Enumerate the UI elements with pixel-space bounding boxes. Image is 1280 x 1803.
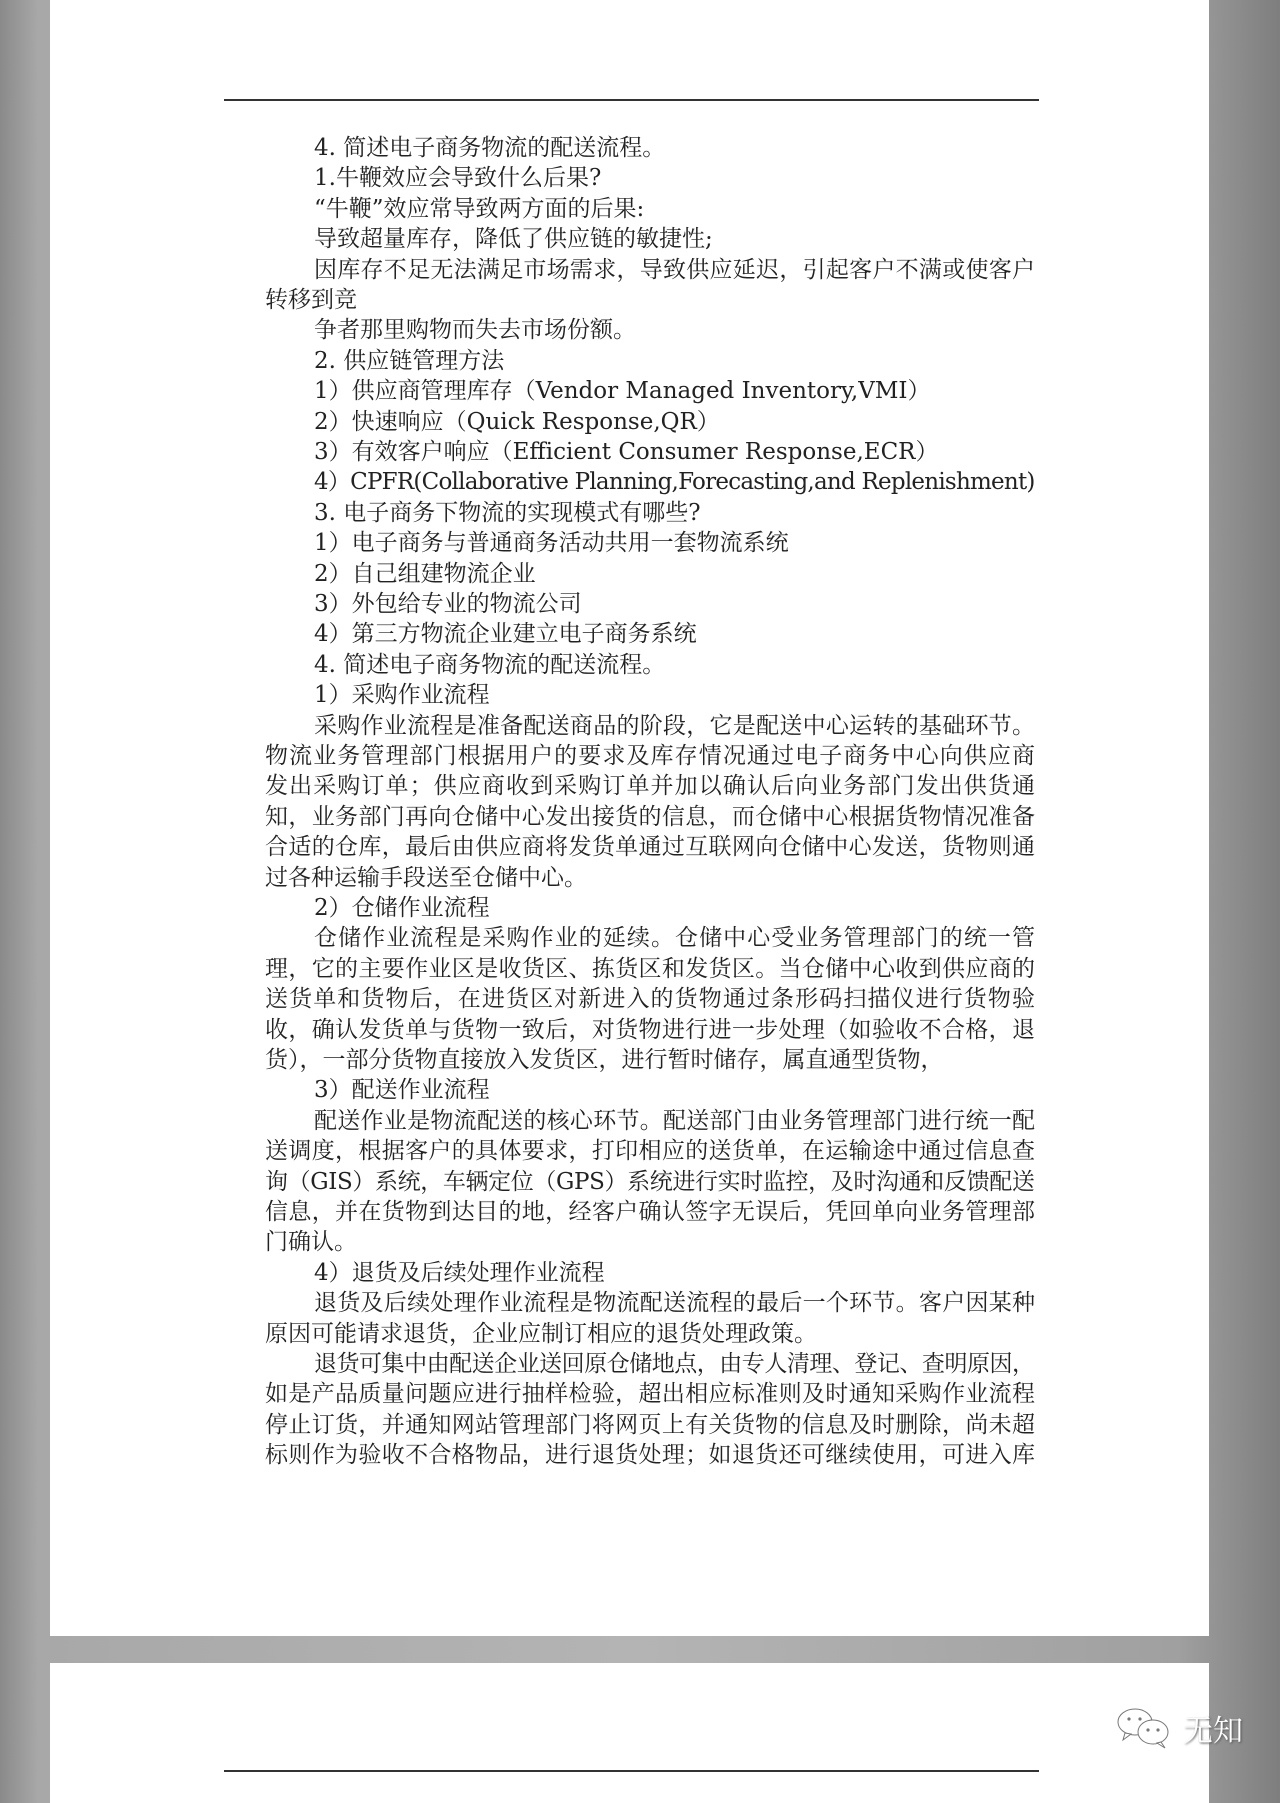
- text-line: 2）仓储作业流程: [314, 895, 490, 921]
- text-line: 1.牛鞭效应会导致什么后果?: [314, 165, 602, 192]
- next-document-page: [50, 1663, 1209, 1803]
- text-line: 仓储作业流程是采购作业的延续。仓储中心受业务管理部门的统一管: [314, 925, 1037, 952]
- text-line: 1）供应商管理库存（Vendor Managed Inventory,VMI）: [314, 378, 931, 405]
- text-line: 转移到竞: [265, 287, 357, 313]
- text-line: 3）配送作业流程: [314, 1077, 490, 1104]
- text-line: 停止订货，并通知网站管理部门将网页上有关货物的信息及时删除，尚未超: [265, 1411, 1036, 1438]
- text-line: 收，确认发货单与货物一致后，对货物进行进一步处理（如验收不合格，退: [265, 1016, 1036, 1043]
- text-line: 1）采购作业流程: [314, 682, 490, 709]
- text-line: 3）外包给专业的物流公司: [314, 591, 582, 617]
- text-line: 2）自己组建物流企业: [314, 560, 536, 587]
- text-line: 4. 简述电子商务物流的配送流程。: [314, 651, 666, 678]
- text-line: 4）退货及后续处理作业流程: [314, 1259, 605, 1286]
- text-line: 2. 供应链管理方法: [314, 347, 505, 374]
- text-line: 采购作业流程是准备配送商品的阶段，它是配送中心运转的基础环节。: [314, 712, 1036, 739]
- text-line: 配送作业是物流配送的核心环节。配送部门由业务管理部门进行统一配: [314, 1107, 1036, 1134]
- text-line: 如是产品质量问题应进行抽样检验，超出相应标准则及时通知采购作业流程: [265, 1381, 1036, 1408]
- text-line: 4）第三方物流企业建立电子商务系统: [314, 621, 697, 648]
- text-line: 询（GIS）系统，车辆定位（GPS）系统进行实时监控，及时沟通和反馈配送: [265, 1168, 1035, 1195]
- text-line: 物流业务管理部门根据用户的要求及库存情况通过电子商务中心向供应商: [265, 743, 1037, 769]
- text-line: 货），一部分货物直接放入发货区，进行暂时储存，属直通型货物，: [265, 1047, 944, 1073]
- text-line: 导致超量库存，降低了供应链的敏捷性;: [314, 226, 713, 253]
- text-line: 2）快速响应（Quick Response,QR）: [314, 408, 720, 435]
- text-line: 信息，并在货物到达目的地，经客户确认签字无误后，凭回单向业务管理部: [265, 1199, 1036, 1225]
- text-line: 1）电子商务与普通商务活动共用一套物流系统: [314, 530, 789, 557]
- text-line: “牛鞭”效应常导致两方面的后果:: [314, 195, 645, 222]
- text-line: 退货及后续处理作业流程是物流配送流程的最后一个环节。客户因某种: [314, 1290, 1036, 1317]
- text-line: 因库存不足无法满足市场需求，导致供应延迟，引起客户不满或使客户: [314, 256, 1036, 283]
- watermark-text: 无知: [1183, 1714, 1243, 1749]
- header-rule: [224, 99, 1039, 101]
- text-line: 3）有效客户响应（Efficient Consumer Response,ECR）: [314, 439, 939, 465]
- text-line: 知，业务部门再向仓储中心发出接货的信息，而仓储中心根据货物情况准备: [265, 803, 1036, 830]
- text-line: 4. 简述电子商务物流的配送流程。: [314, 135, 666, 161]
- text-line: 合适的仓库，最后由供应商将发货单通过互联网向仓储中心发送，货物则通: [265, 834, 1036, 861]
- text-line: 3. 电子商务下物流的实现模式有哪些?: [314, 499, 701, 526]
- text-line: 标则作为验收不合格物品，进行退货处理；如退货还可继续使用，可进入库: [265, 1442, 1036, 1469]
- text-line: 4）CPFR(Collaborative Planning,Forecasting,and Replenishment): [314, 469, 1035, 496]
- text-line: 争者那里购物而失去市场份额。: [314, 317, 636, 344]
- text-line: 送调度，根据客户的具体要求，打印相应的送货单，在运输途中通过信息查: [265, 1138, 1036, 1165]
- text-line: 理，它的主要作业区是收货区、拣货区和发货区。当仓储中心收到供应商的: [265, 955, 1036, 982]
- next-page-header-rule: [224, 1770, 1039, 1772]
- text-line: 原因可能请求退货，企业应制订相应的退货处理政策。: [265, 1320, 817, 1347]
- text-line: 发出采购订单；供应商收到采购订单并加以确认后向业务部门发出供货通: [265, 773, 1037, 800]
- text-line: 送货单和货物后，在进货区对新进入的货物通过条形码扫描仪进行货物验: [265, 986, 1037, 1013]
- text-line: 门确认。: [265, 1229, 357, 1256]
- watermark: [1115, 1706, 1243, 1750]
- wechat-icon: [1115, 1706, 1173, 1750]
- text-line: 过各种运输手段送至仓储中心。: [265, 864, 587, 891]
- text-line: 退货可集中由配送企业送回原仓储地点，由专人清理、登记、查明原因，: [314, 1351, 1035, 1377]
